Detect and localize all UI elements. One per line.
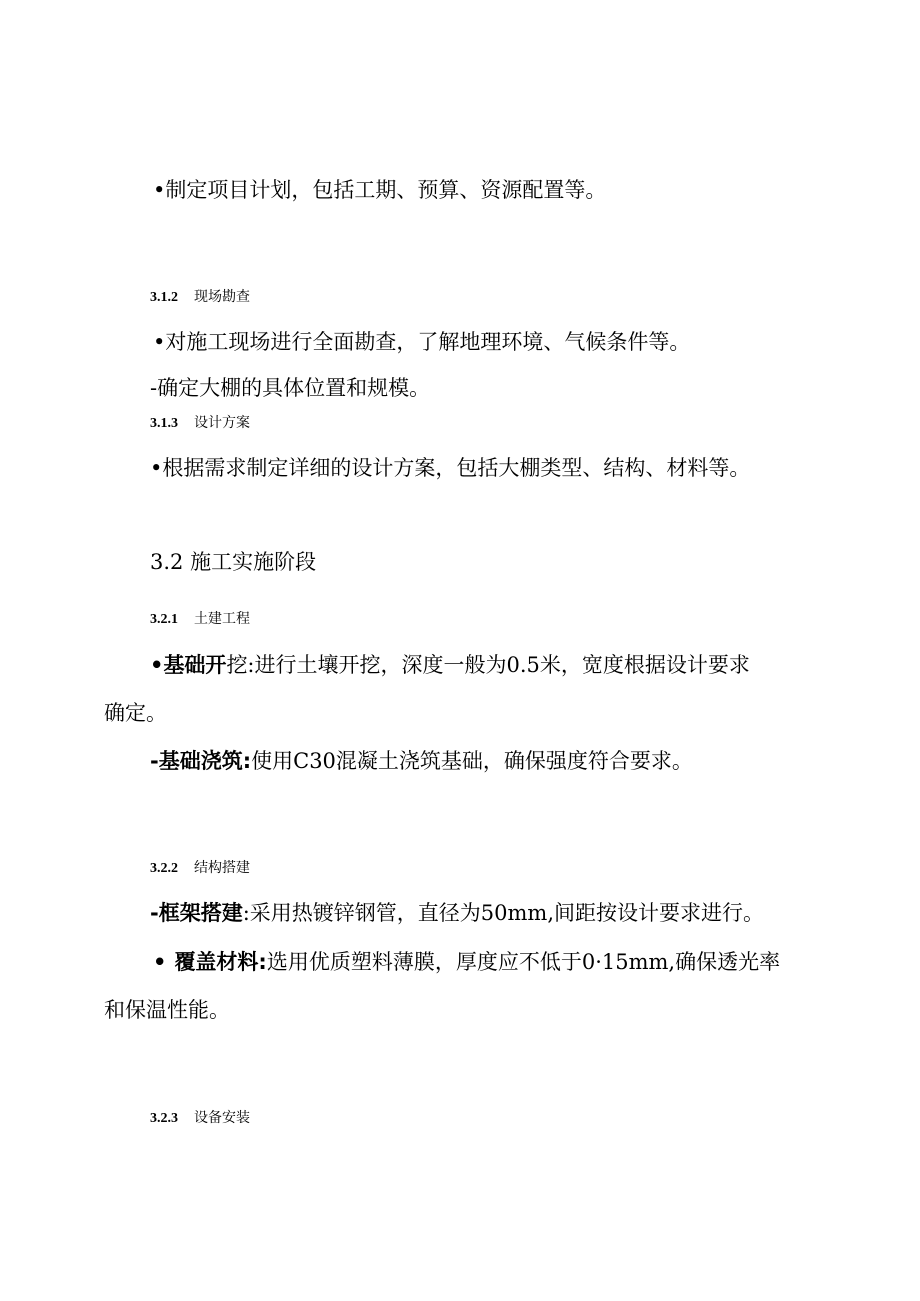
subsection-title: 设备安装 (194, 1110, 250, 1126)
bullet-marker: • (153, 330, 166, 354)
bullet-text: 对施工现场进行全面勘查，了解地理环境、气候条件等。 (165, 330, 691, 354)
bullet-marker: • (153, 178, 166, 202)
bullet-marker: • (153, 950, 167, 974)
subsection-number: 3.2.3 (150, 1111, 178, 1126)
continuation-text: 和保温性能。 (104, 998, 230, 1022)
subsection-title: 结构搭建 (194, 860, 250, 876)
section-heading: 3.2 施工实施阶段 (150, 550, 317, 574)
subsection-number: 3.1.3 (150, 416, 178, 431)
bullet-marker: - (150, 376, 158, 400)
bullet-text: 根据需求制定详细的设计方案，包括大棚类型、结构、材料等。 (162, 456, 751, 480)
term-label: 覆盖材料: (174, 950, 267, 974)
bullet-marker: • (150, 653, 164, 677)
subsection-heading (150, 861, 250, 876)
term-label: 基础开 (163, 653, 227, 677)
bullet-item (153, 180, 606, 201)
term-bullet-item (150, 903, 764, 924)
subsection-number: 3.2.2 (150, 861, 178, 876)
bullet-marker: • (150, 456, 163, 480)
bullet-marker: - (150, 901, 159, 925)
subsection-title: 设计方案 (194, 415, 250, 431)
term-text: 选用优质塑料薄膜，厚度应不低于0·15mm,确保透光率 (266, 950, 781, 974)
bullet-item (150, 378, 430, 399)
term-label: 基础浇筑: (158, 749, 252, 773)
term-text: 挖:进行土壤开挖，深度一般为0.5米，宽度根据设计要求 (226, 653, 750, 677)
bullet-text: 确定大棚的具体位置和规模。 (157, 376, 431, 400)
term-bullet-item (150, 655, 750, 676)
subsection-number: 3.1.2 (150, 290, 178, 305)
subsection-heading (150, 290, 250, 305)
bullet-item (150, 458, 750, 479)
term-label: 框架搭建 (158, 901, 243, 925)
subsection-heading (150, 1111, 250, 1126)
subsection-heading (150, 612, 250, 627)
bullet-text: 制定项目计划，包括工期、预算、资源配置等。 (165, 178, 607, 202)
bullet-marker: - (150, 749, 159, 773)
subsection-title: 土建工程 (194, 611, 250, 627)
term-text: 使用C30混凝土浇筑基础，确保强度符合要求。 (251, 749, 693, 773)
subsection-heading (150, 416, 250, 431)
term-bullet-item (153, 952, 780, 973)
subsection-number: 3.2.1 (150, 612, 178, 627)
subsection-title: 现场勘查 (194, 289, 250, 305)
term-bullet-item (150, 751, 693, 772)
bullet-item (153, 332, 690, 353)
continuation-text: 确定。 (104, 701, 167, 725)
term-text: :采用热镀锌钢管，直径为50mm,间距按设计要求进行。 (242, 901, 765, 925)
